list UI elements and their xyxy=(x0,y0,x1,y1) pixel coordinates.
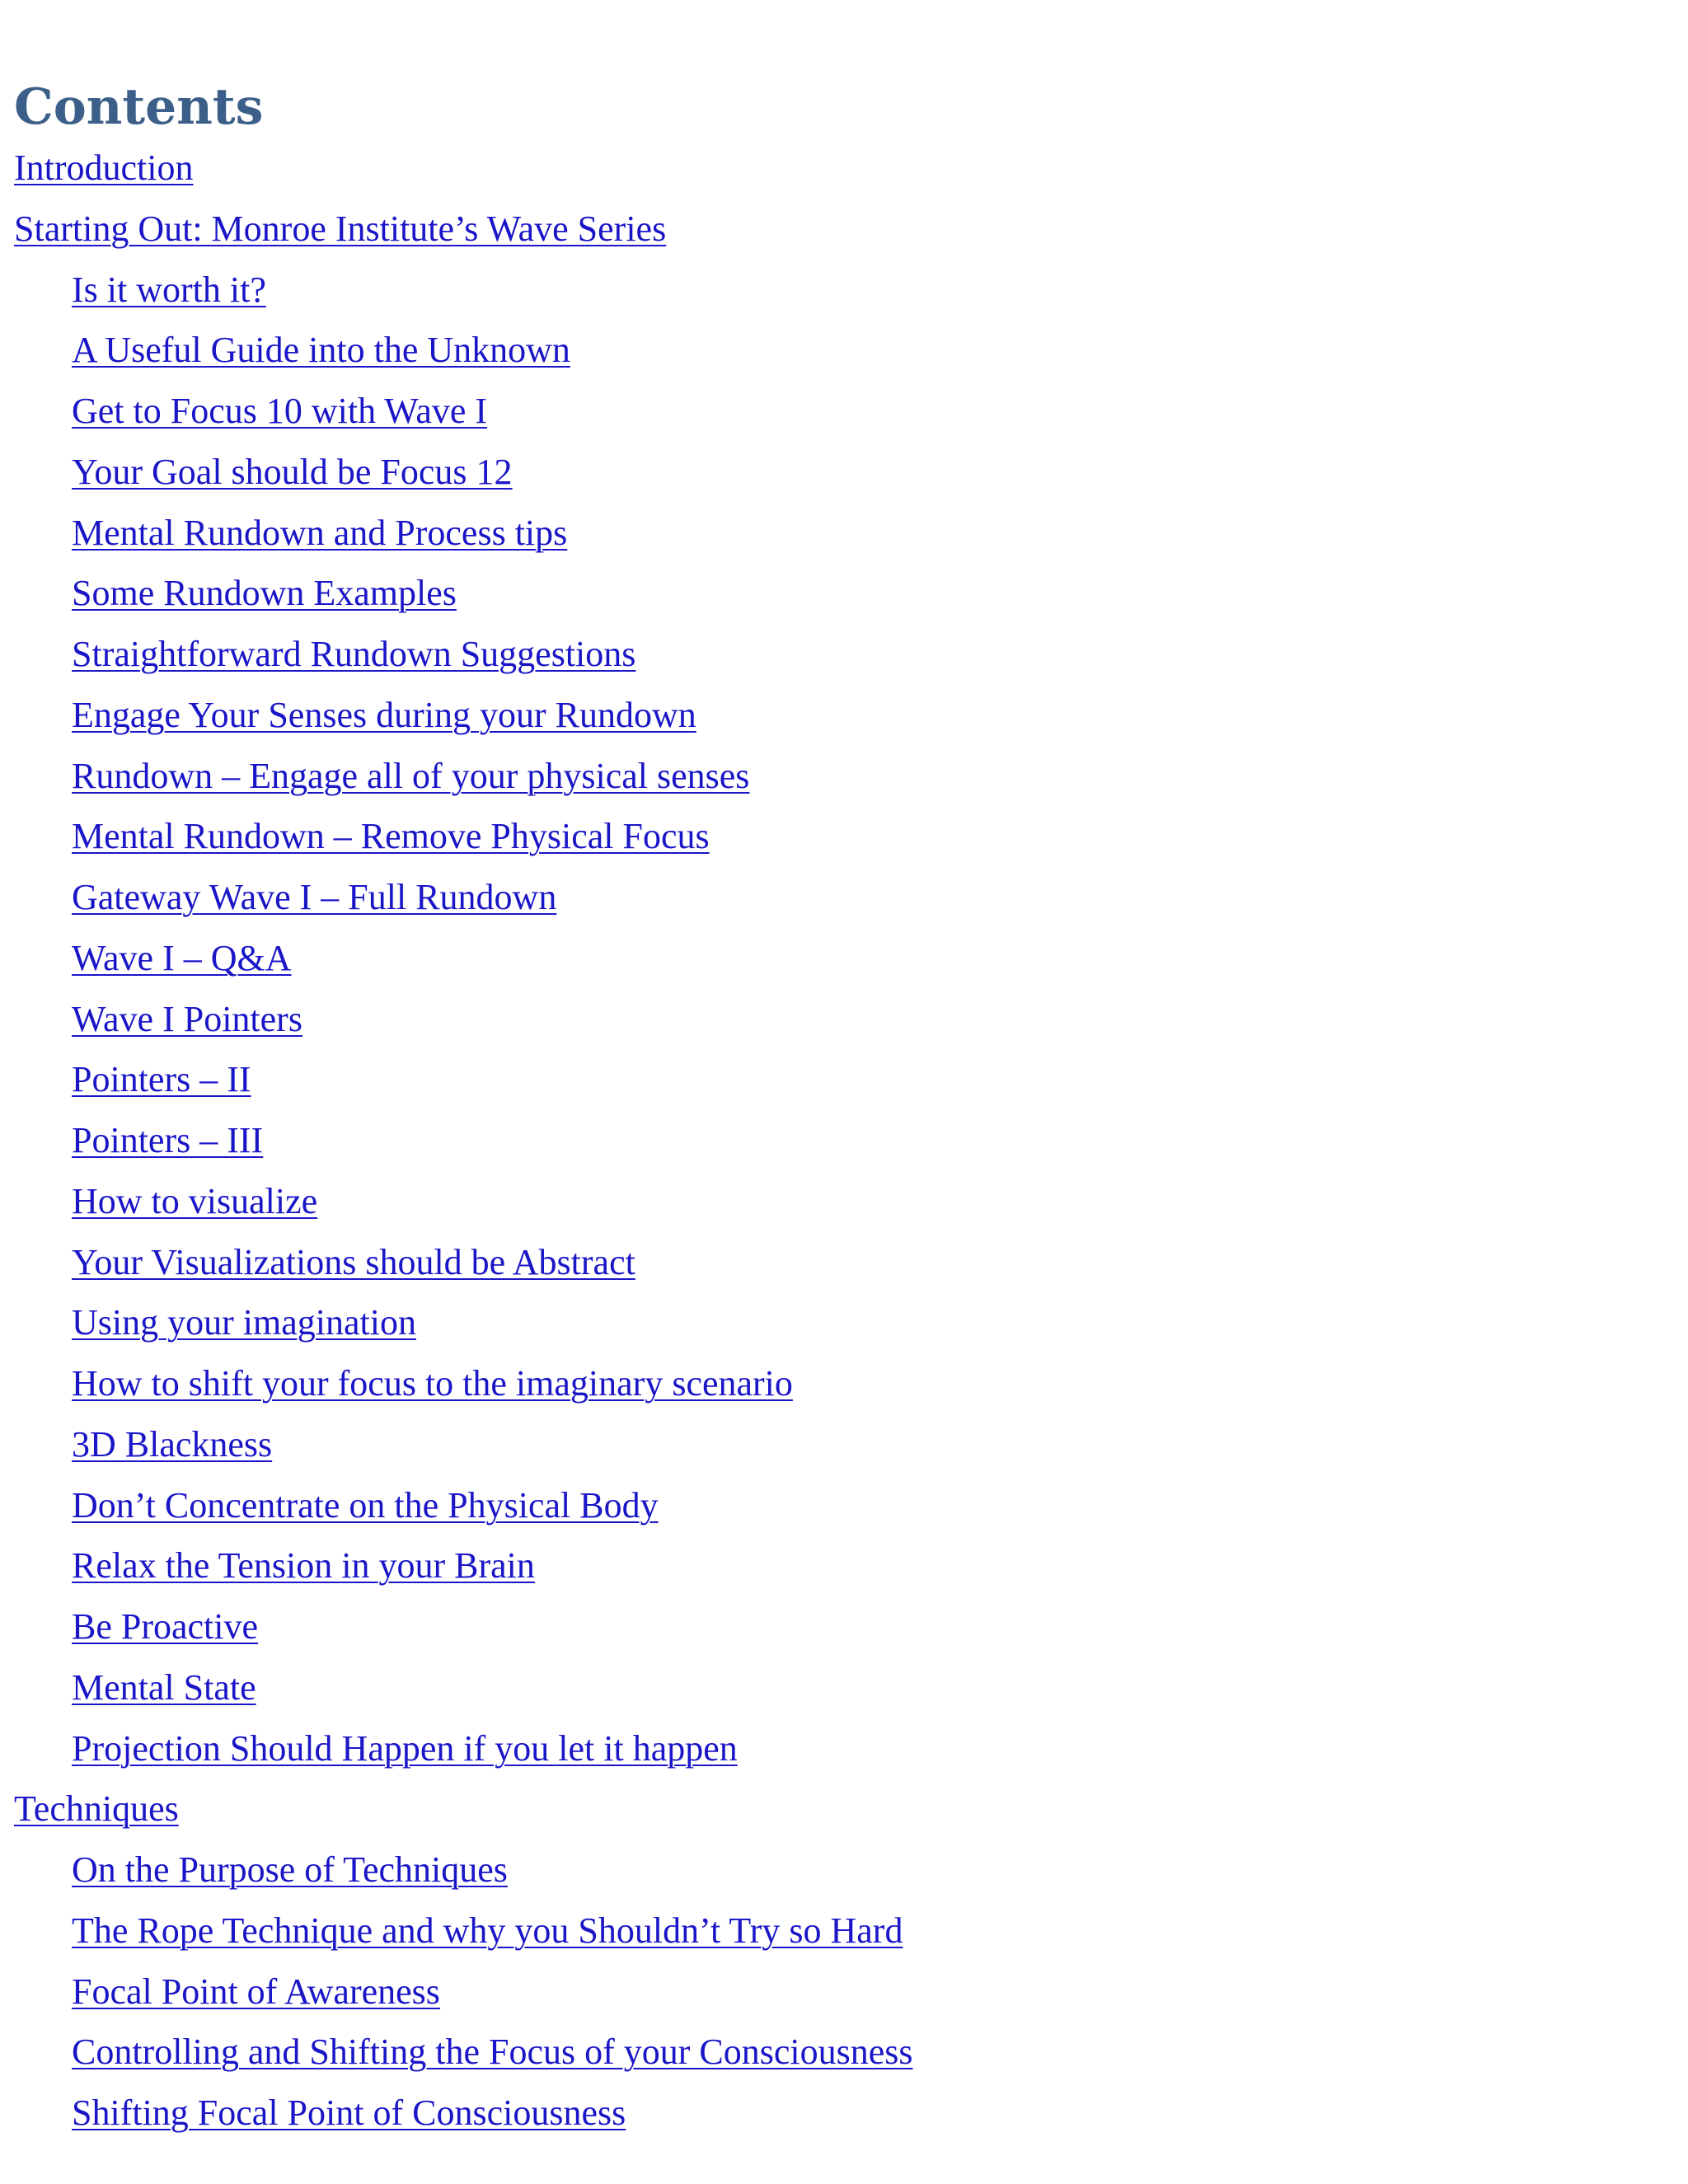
toc-link[interactable]: Pointers – II xyxy=(72,1059,251,1099)
toc-entry xyxy=(72,996,302,1043)
toc-entry xyxy=(72,1300,416,1346)
toc-link[interactable]: Techniques xyxy=(14,1788,179,1829)
toc-entry xyxy=(72,1908,903,1954)
toc-entry xyxy=(14,145,194,191)
toc-entry xyxy=(72,1483,659,1529)
toc-link[interactable]: Using your imagination xyxy=(72,1302,416,1343)
contents-heading: Contents xyxy=(14,78,264,136)
toc-link[interactable]: Introduction xyxy=(14,148,194,188)
toc-link[interactable]: Engage Your Senses during your Rundown xyxy=(72,695,696,735)
toc-link[interactable]: Is it worth it? xyxy=(72,269,266,310)
toc-entry xyxy=(72,449,513,495)
toc-entry xyxy=(14,206,666,252)
toc-entry xyxy=(72,2090,626,2136)
toc-link[interactable]: Your Goal should be Focus 12 xyxy=(72,452,513,492)
toc-entry xyxy=(72,1969,440,2015)
toc-link[interactable]: Mental Rundown – Remove Physical Focus xyxy=(72,816,710,856)
toc-entry xyxy=(14,1786,179,1832)
toc-entry xyxy=(72,631,635,677)
toc-entry xyxy=(72,1726,738,1772)
toc-entry xyxy=(72,1057,251,1103)
toc-link[interactable]: How to visualize xyxy=(72,1181,318,1221)
toc-entry xyxy=(72,1543,535,1589)
toc-link[interactable]: Rundown – Engage all of your physical senses xyxy=(72,756,750,796)
toc-link[interactable]: Pointers – III xyxy=(72,1120,264,1160)
toc-entry xyxy=(72,1361,793,1407)
toc-link[interactable]: Don’t Concentrate on the Physical Body xyxy=(72,1485,659,1526)
toc-entry xyxy=(72,1604,258,1650)
toc-link[interactable]: Starting Out: Monroe Institute’s Wave Series xyxy=(14,209,667,249)
toc-entry xyxy=(72,2029,913,2075)
toc-link[interactable]: Controlling and Shifting the Focus of your Consciousness xyxy=(72,2032,913,2072)
toc-entry xyxy=(72,1179,317,1225)
toc-entry xyxy=(72,327,570,373)
toc-link[interactable]: Mental Rundown and Process tips xyxy=(72,513,568,553)
toc-entry xyxy=(72,1665,256,1711)
toc-link[interactable]: How to shift your focus to the imaginary scenario xyxy=(72,1363,793,1404)
toc-entry xyxy=(72,267,266,313)
toc-entry xyxy=(72,935,292,982)
toc-entry xyxy=(72,388,487,434)
toc-link[interactable]: Straightforward Rundown Suggestions xyxy=(72,634,636,674)
toc-link[interactable]: The Rope Technique and why you Shouldn’t Try so Hard xyxy=(72,1910,903,1951)
toc-link[interactable]: Gateway Wave I – Full Rundown xyxy=(72,877,557,917)
toc-link[interactable]: 3D Blackness xyxy=(72,1424,273,1465)
toc-link[interactable]: Some Rundown Examples xyxy=(72,573,457,613)
toc-link[interactable]: Your Visualizations should be Abstract xyxy=(72,1242,635,1282)
toc-link[interactable]: On the Purpose of Techniques xyxy=(72,1849,508,1890)
toc-entry xyxy=(72,1118,263,1164)
toc-entry xyxy=(72,510,567,556)
toc-link[interactable]: Projection Should Happen if you let it happen xyxy=(72,1728,738,1769)
toc-link[interactable]: Mental State xyxy=(72,1667,256,1708)
toc-link[interactable]: Relax the Tension in your Brain xyxy=(72,1545,535,1586)
toc-entry xyxy=(72,1847,508,1893)
toc-link[interactable]: Focal Point of Awareness xyxy=(72,1971,440,2012)
toc-link[interactable]: Shifting Focal Point of Consciousness xyxy=(72,2093,626,2133)
toc-entry xyxy=(72,1240,635,1286)
toc-entry xyxy=(72,753,749,799)
toc-entry xyxy=(72,570,457,616)
toc-link[interactable]: Get to Focus 10 with Wave I xyxy=(72,391,488,431)
toc-link[interactable]: Wave I Pointers xyxy=(72,999,302,1039)
toc-link[interactable]: A Useful Guide into the Unknown xyxy=(72,330,570,370)
toc-entry xyxy=(72,1422,272,1468)
toc-entry xyxy=(72,874,556,921)
toc-entry xyxy=(72,813,710,860)
toc-link[interactable]: Wave I – Q&A xyxy=(72,938,292,978)
toc-link[interactable]: Be Proactive xyxy=(72,1606,259,1647)
toc-entry xyxy=(72,692,696,738)
